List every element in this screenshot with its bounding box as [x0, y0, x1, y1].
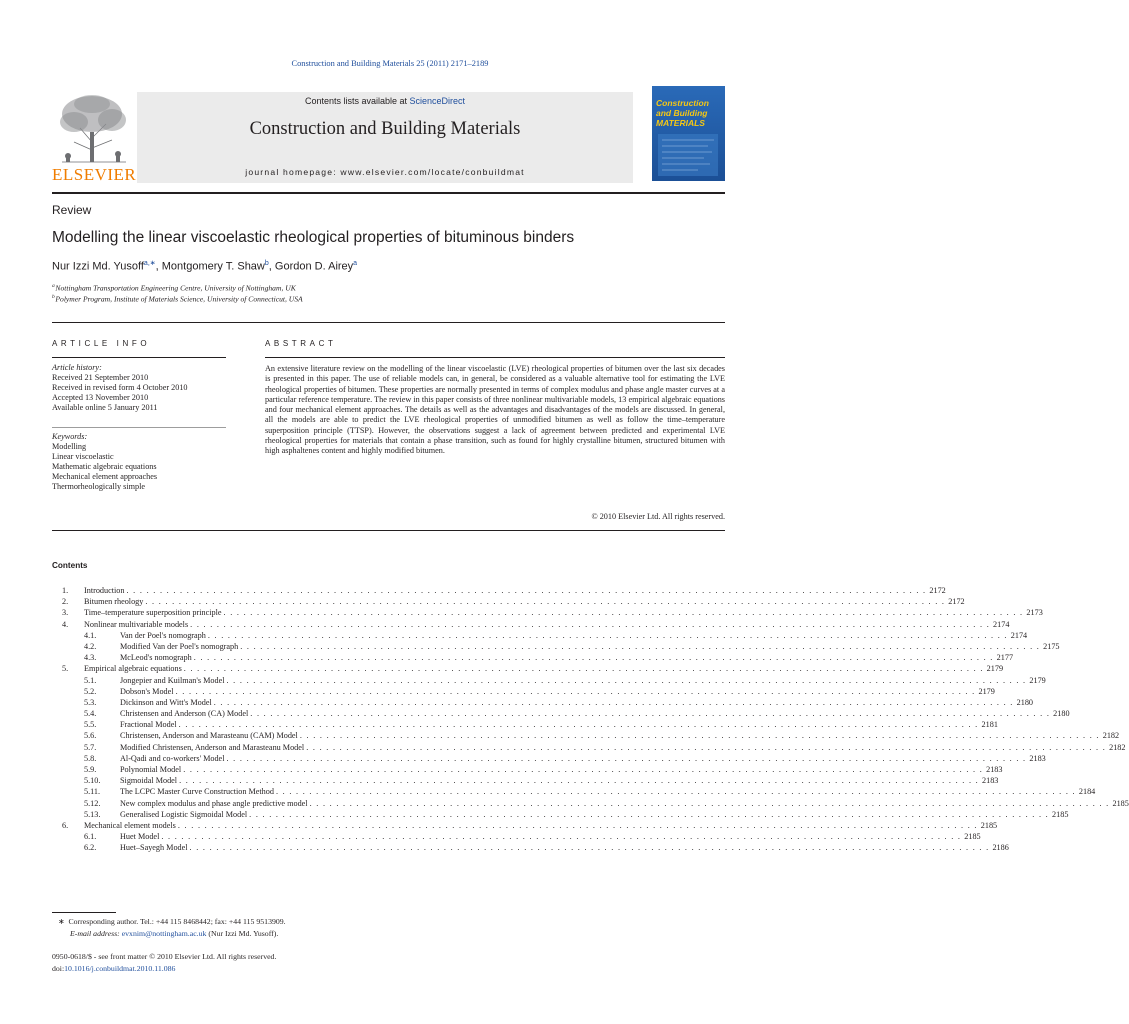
- toc-entry-title: Bitumen rheology: [84, 597, 144, 607]
- affiliation: [52, 294, 303, 304]
- toc-entry-title: Al-Qadi and co-workers' Model: [120, 753, 225, 763]
- toc-entry-number: 5.12.: [84, 798, 101, 808]
- abstract-rule: [265, 357, 725, 358]
- toc-entry-number: 5.6.: [84, 731, 97, 741]
- toc-entry-number: 5.13.: [84, 809, 101, 819]
- toc-dot-leader: . . . . . . . . . . . . . . . . . . . . . . . . . . . . . . . . . . . . . . . . . . . . . . . . . . . . . . . . . . . . . . . . . . . . . . . . . . . . . . . . . . . . . . . . . . . . . . . . . . . . . . . . . . . . . . . . . . . . . . . .: [240, 641, 1041, 651]
- toc-entry[interactable]: [52, 730, 1120, 741]
- toc-dot-leader: . . . . . . . . . . . . . . . . . . . . . . . . . . . . . . . . . . . . . . . . . . . . . . . . . . . . . . . . . . . . . . . . . . . . . . . . . . . . . . . . . . . . . . . . . . . . . . . . . . . . . . . . . . . . . . . . . . . . . . . .: [193, 653, 994, 663]
- corresponding-text: Corresponding author. Tel.: +44 115 8468442; fax: +44 115 9513909.: [68, 917, 286, 926]
- toc-entry-page: 2185: [1052, 809, 1069, 819]
- elsevier-logo: [52, 92, 136, 182]
- toc-dot-leader: . . . . . . . . . . . . . . . . . . . . . . . . . . . . . . . . . . . . . . . . . . . . . . . . . . . . . . . . . . . . . . . . . . . . . . . . . . . . . . . . . . . . . . . . . . . . . . . . . . . . . . . . . . . . . . . . . . . . . . . .: [189, 843, 990, 853]
- toc-dot-leader: . . . . . . . . . . . . . . . . . . . . . . . . . . . . . . . . . . . . . . . . . . . . . . . . . . . . . . . . . . . . . . . . . . . . . . . . . . . . . . . . . . . . . . . . . . . . . . . . . . . . . . . . . . . . . . . . . . . . . . . .: [226, 753, 1027, 763]
- toc-entry-page: 2180: [1016, 697, 1034, 707]
- affiliation: [52, 283, 296, 293]
- toc-entry-page: 2182: [1109, 742, 1126, 752]
- toc-entry[interactable]: [52, 607, 1043, 618]
- toc-entry-number: 6.1.: [84, 832, 97, 842]
- toc-dot-leader: . . . . . . . . . . . . . . . . . . . . . . . . . . . . . . . . . . . . . . . . . . . . . . . . . . . . . . . . . . . . . . . . . . . . . . . . . . . . . . . . . . . . . . . . . . . . . . . . . . . . . . . . . . . . . . . . . . . . . . . .: [250, 709, 1051, 719]
- toc-entry-title: Introduction: [84, 586, 125, 595]
- toc-entry[interactable]: [52, 619, 1010, 630]
- toc-entry-page: 2181: [981, 720, 998, 730]
- journal-title: Construction and Building Materials: [249, 119, 521, 139]
- toc-dot-leader: . . . . . . . . . . . . . . . . . . . . . . . . . . . . . . . . . . . . . . . . . . . . . . . . . . . . . . . . . . . . . . . . . . . . . . . . . . . . . . . . . . . . . . . . . . . . . . . . . . . . . . . . . . . . . . . . . . . . . . . .: [299, 731, 1100, 741]
- toc-entry-page: 2173: [1026, 608, 1043, 618]
- toc-entry[interactable]: [52, 697, 1034, 708]
- journal-homepage-line: [137, 167, 633, 177]
- toc-dot-leader: . . . . . . . . . . . . . . . . . . . . . . . . . . . . . . . . . . . . . . . . . . . . . . . . . . . . . . . . . . . . . . . . . . . . . . . . . . . . . . . . . . . . . . . . . . . . . . . . . . . . . . . . . . . . . . . . . . . . . . . .: [183, 765, 984, 774]
- toc-entry-number: 5.11.: [84, 787, 101, 797]
- author-separator: ,: [268, 260, 275, 273]
- toc-entry-number: 5.1.: [84, 675, 97, 685]
- toc-entry-number: 4.: [62, 619, 69, 629]
- toc-entry-page: 2175: [1043, 641, 1060, 651]
- toc-entry-page: 2180: [1053, 709, 1070, 719]
- cover-title: Construction and Building MATERIALS: [656, 98, 709, 128]
- toc-entry-page: 2179: [986, 664, 1004, 674]
- toc-entry[interactable]: [52, 742, 1126, 753]
- toc-dot-leader: . . . . . . . . . . . . . . . . . . . . . . . . . . . . . . . . . . . . . . . . . . . . . . . . . . . . . . . . . . . . . . . . . . . . . . . . . . . . . . . . . . . . . . . . . . . . . . . . . . . . . . . . . . . . . . . . . . . . . . . .: [190, 619, 991, 629]
- toc-entry-page: 2172: [929, 586, 946, 595]
- toc-entry-page: 2183: [1029, 753, 1046, 763]
- toc-entry-title: Fractional Model: [120, 720, 177, 730]
- toc-entry-title: Van der Poel's nomograph: [120, 630, 206, 640]
- journal-cover: [652, 86, 725, 181]
- email-link[interactable]: evxnim@nottingham.ac.uk: [121, 929, 207, 938]
- toc-entry-number: 2.: [62, 597, 69, 607]
- toc-dot-leader: . . . . . . . . . . . . . . . . . . . . . . . . . . . . . . . . . . . . . . . . . . . . . . . . . . . . . . . . . . . . . . . . . . . . . . . . . . . . . . . . . . . . . . . . . . . . . . . . . . . . . . . . . . . . . . . . . . . . . . . .: [179, 776, 979, 786]
- toc-entry[interactable]: [52, 842, 1009, 853]
- contents-available-line: [137, 96, 633, 106]
- affiliation-text: Polymer Program, Institute of Materials Science, University of Connecticut, USA: [55, 294, 303, 304]
- header-rule: [52, 192, 725, 194]
- toc-entry-number: 5.10.: [84, 776, 101, 786]
- toc-entry[interactable]: [52, 753, 1046, 764]
- abstract-bottom-rule: [52, 530, 725, 531]
- toc-entry[interactable]: [52, 786, 1096, 797]
- toc-entry-title: Mechanical element models: [84, 820, 176, 830]
- history-line: Available online 5 January 2011: [52, 403, 158, 412]
- toc-entry-number: 3.: [62, 608, 69, 618]
- toc-entry-page: 2179: [1029, 675, 1046, 685]
- toc-dot-leader: . . . . . . . . . . . . . . . . . . . . . . . . . . . . . . . . . . . . . . . . . . . . . . . . . . . . . . . . . . . . . . . . . . . . . . . . . . . . . . . . . . . . . . . . . . . . . . . . . . . . . . . . . . . . . . . . . . . . . . . .: [309, 798, 1110, 808]
- sciencedirect-link[interactable]: ScienceDirect: [409, 96, 466, 106]
- toc-entry-page: 2172: [948, 597, 965, 607]
- toc-dot-leader: . . . . . . . . . . . . . . . . . . . . . . . . . . . . . . . . . . . . . . . . . . . . . . . . . . . . . . . . . . . . . . . . . . . . . . . . . . . . . . . . . . . . . . . . . . . . . . . . . . . . . . . . . . . . . . . . . . . . . . . .: [175, 686, 976, 696]
- toc-entry-page: 2183: [986, 765, 1003, 774]
- toc-dot-leader: . . . . . . . . . . . . . . . . . . . . . . . . . . . . . . . . . . . . . . . . . . . . . . . . . . . . . . . . . . . . . . . . . . . . . . . . . . . . . . . . . . . . . . . . . . . . . . . . . . . . . . . . . . . . . . . . . . . . . . . .: [178, 720, 979, 730]
- available-prefix: Contents lists available at: [304, 96, 410, 106]
- toc-entry-title: Dobson's Model: [120, 686, 174, 696]
- toc-entry-title: The LCPC Master Curve Construction Method: [120, 787, 274, 797]
- toc-entry[interactable]: [52, 663, 1004, 674]
- toc-entry-number: 1.: [62, 586, 69, 595]
- affiliation-mark: a: [52, 283, 55, 289]
- keywords-rule: [52, 427, 226, 428]
- article-type: Review: [52, 203, 92, 217]
- history-line: Received 21 September 2010: [52, 373, 149, 382]
- keyword: Thermorheologically simple: [52, 482, 145, 491]
- toc-entry[interactable]: [52, 809, 1069, 820]
- keyword: Mechanical element approaches: [52, 472, 158, 481]
- footnote-mark: ∗: [58, 917, 65, 926]
- tree-icon: [52, 92, 136, 166]
- keywords-label: Keywords:: [52, 432, 88, 441]
- toc-entry-page: 2185: [980, 820, 998, 830]
- toc-entry-page: 2177: [996, 653, 1014, 663]
- toc-entry-page: 2184: [1078, 787, 1096, 797]
- toc-entry-title: Time–temperature superposition principle: [84, 608, 222, 618]
- toc-entry[interactable]: [52, 596, 965, 607]
- author-affil-mark[interactable]: a: [353, 260, 358, 267]
- toc-entry-page: 2185: [964, 832, 981, 842]
- toc-entry-page: 2185: [1112, 798, 1129, 808]
- front-matter-line: 0950-0618/$ - see front matter © 2010 Elsevier Ltd. All rights reserved.: [52, 952, 277, 961]
- toc-entry-number: 4.2.: [84, 641, 97, 651]
- toc-entry-title: McLeod's nomograph: [120, 653, 192, 663]
- toc-dot-leader: . . . . . . . . . . . . . . . . . . . . . . . . . . . . . . . . . . . . . . . . . . . . . . . . . . . . . . . . . . . . . . . . . . . . . . . . . . . . . . . . . . . . . . . . . . . . . . . . . . . . . . . . . . . . . . . . . . . . . . . .: [145, 597, 946, 607]
- keywords: [52, 432, 226, 492]
- toc-entry-page: 2179: [978, 686, 995, 696]
- toc-entry-title: Huet Model: [120, 832, 160, 842]
- affiliation-text: Nottingham Transportation Engineering Centre, University of Nottingham, UK: [55, 283, 296, 293]
- toc-entry[interactable]: [52, 831, 981, 842]
- publisher-logo-text: ELSEVIER: [52, 165, 137, 184]
- toc-dot-leader: . . . . . . . . . . . . . . . . . . . . . . . . . . . . . . . . . . . . . . . . . . . . . . . . . . . . . . . . . . . . . . . . . . . . . . . . . . . . . . . . . . . . . . . . . . . . . . . . . . . . . . . . . . . . . . . . . . . . . . . .: [183, 664, 984, 674]
- toc-dot-leader: . . . . . . . . . . . . . . . . . . . . . . . . . . . . . . . . . . . . . . . . . . . . . . . . . . . . . . . . . . . . . . . . . . . . . . . . . . . . . . . . . . . . . . . . . . . . . . . . . . . . . . . . . . . . . . . . . . . . . . . .: [161, 832, 962, 842]
- author-name: Montgomery T. Shaw: [161, 260, 265, 273]
- toc-entry-number: 5.9.: [84, 765, 97, 774]
- history-line: Accepted 13 November 2010: [52, 393, 149, 402]
- toc-entry[interactable]: [52, 798, 1129, 809]
- toc-entry-title: Christensen, Anderson and Marasteanu (CAM) Model: [120, 731, 298, 741]
- keyword: Mathematic algebraic equations: [52, 462, 157, 471]
- toc-entry-number: 5.4.: [84, 709, 97, 719]
- table-of-contents: [52, 585, 1129, 854]
- keyword: Modelling: [52, 442, 87, 451]
- abstract-copyright: © 2010 Elsevier Ltd. All rights reserved.: [591, 512, 725, 521]
- toc-entry-title: Dickinson and Witt's Model: [120, 697, 212, 707]
- toc-entry-number: 5.8.: [84, 753, 97, 763]
- section-rule: [52, 322, 725, 323]
- abstract-heading: ABSTRACT: [265, 339, 337, 348]
- toc-entry-title: Sigmoidal Model: [120, 776, 178, 786]
- toc-entry-title: Christensen and Anderson (CA) Model: [120, 709, 249, 719]
- doi-prefix: doi:: [52, 964, 65, 973]
- toc-entry[interactable]: [52, 585, 946, 596]
- toc-entry-number: 5.7.: [84, 742, 97, 752]
- history-line: Received in revised form 4 October 2010: [52, 383, 188, 392]
- abstract-text: An extensive literature review on the modelling of the linear viscoelastic (LVE) rheological properties of bitumen over the last six decades is presented in this paper. The use of reliable models can, in general, be considered as a valuable alternative tool for estimating the LVE rheological properties of bitumen. These properties are normally presented in terms of complex modulus and phase angle master curves at a particular reference temperature. The review in this paper consists of three nonlinear multivariable models, 13 empirical algebraic equations and four mechanical element approaches. The details as well as the advantages and disadvantages of the models are discussed. In general, all the models are able to predict the LVE rheological properties of unmodified bitumen as well as follow the time–temperature superposition principle (TTSP). However, the observations suggest a lack of agreement between predicted and experimental LVE rheological properties for materials that contain a phase transition, such as found for highly crystalline bitumen, structured bitumen with high asphaltenes content and highly modified bitumen.: [265, 364, 725, 456]
- homepage-prefix: journal homepage:: [245, 167, 341, 177]
- doi-link[interactable]: 10.1016/j.conbuildmat.2010.11.086: [64, 964, 176, 973]
- toc-entry-number: 5.: [62, 664, 69, 674]
- author-name: Nur Izzi Md. Yusoff: [52, 260, 144, 273]
- homepage-url[interactable]: www.elsevier.com/locate/conbuildmat: [340, 167, 525, 177]
- toc-entry-number: 4.3.: [84, 653, 97, 663]
- toc-entry-page: 2174: [993, 619, 1010, 629]
- history-label: Article history:: [52, 363, 102, 372]
- doi-line: [52, 964, 175, 973]
- running-head: Construction and Building Materials 25 (2011) 2171–2189: [291, 59, 489, 68]
- toc-entry-number: 6.: [62, 820, 69, 830]
- toc-entry-title: Nonlinear multivariable models: [84, 619, 189, 629]
- toc-entry-title: New complex modulus and phase angle predictive model: [120, 798, 308, 808]
- toc-entry-page: 2186: [992, 843, 1009, 853]
- toc-entry-title: Modified Van der Poel's nomograph: [120, 641, 239, 651]
- toc-entry[interactable]: [52, 719, 998, 730]
- toc-entry-title: Jongepier and Kuilman's Model: [120, 675, 225, 685]
- toc-dot-leader: . . . . . . . . . . . . . . . . . . . . . . . . . . . . . . . . . . . . . . . . . . . . . . . . . . . . . . . . . . . . . . . . . . . . . . . . . . . . . . . . . . . . . . . . . . . . . . . . . . . . . . . . . . . . . . . . . . . . . . . .: [177, 820, 978, 830]
- toc-dot-leader: . . . . . . . . . . . . . . . . . . . . . . . . . . . . . . . . . . . . . . . . . . . . . . . . . . . . . . . . . . . . . . . . . . . . . . . . . . . . . . . . . . . . . . . . . . . . . . . . . . . . . . . . . . . . . . . . . . . . . . . .: [249, 809, 1050, 819]
- toc-entry-title: Huet–Sayegh Model: [120, 843, 188, 853]
- toc-entry-number: 5.2.: [84, 686, 97, 696]
- toc-entry-title: Generalised Logistic Sigmoidal Model: [120, 809, 248, 819]
- toc-entry-number: 5.3.: [84, 697, 97, 707]
- toc-entry-page: 2182: [1102, 731, 1120, 741]
- article-info-heading: ARTICLE INFO: [52, 339, 151, 348]
- author-list: [52, 259, 357, 273]
- author-affil-mark[interactable]: b: [264, 260, 269, 267]
- footnote-rule: [52, 912, 116, 913]
- author-name: Gordon D. Airey: [274, 260, 354, 273]
- contents-heading: Contents: [52, 561, 88, 570]
- toc-dot-leader: . . . . . . . . . . . . . . . . . . . . . . . . . . . . . . . . . . . . . . . . . . . . . . . . . . . . . . . . . . . . . . . . . . . . . . . . . . . . . . . . . . . . . . . . . . . . . . . . . . . . . . . . . . . . . . . . . . . . . . . .: [223, 608, 1024, 618]
- toc-entry[interactable]: [52, 708, 1070, 719]
- email-label: E-mail address:: [70, 929, 120, 938]
- author-affil-mark[interactable]: a,∗: [143, 260, 156, 267]
- toc-dot-leader: . . . . . . . . . . . . . . . . . . . . . . . . . . . . . . . . . . . . . . . . . . . . . . . . . . . . . . . . . . . . . . . . . . . . . . . . . . . . . . . . . . . . . . . . . . . . . . . . . . . . . . . . . . . . . . . . . . . . . . . .: [275, 787, 1076, 797]
- toc-entry-number: 5.5.: [84, 720, 97, 730]
- toc-entry[interactable]: [52, 764, 1003, 775]
- toc-entry[interactable]: [52, 675, 1046, 686]
- toc-entry-number: 6.2.: [84, 843, 97, 853]
- toc-dot-leader: . . . . . . . . . . . . . . . . . . . . . . . . . . . . . . . . . . . . . . . . . . . . . . . . . . . . . . . . . . . . . . . . . . . . . . . . . . . . . . . . . . . . . . . . . . . . . . . . . . . . . . . . . . . . . . . . . . . . . . . .: [207, 630, 1008, 640]
- corresponding-footnote: [58, 917, 286, 926]
- toc-entry[interactable]: [52, 820, 998, 831]
- keyword: Linear viscoelastic: [52, 452, 114, 461]
- article-history: [52, 363, 226, 413]
- toc-dot-leader: . . . . . . . . . . . . . . . . . . . . . . . . . . . . . . . . . . . . . . . . . . . . . . . . . . . . . . . . . . . . . . . . . . . . . . . . . . . . . . . . . . . . . . . . . . . . . . . . . . . . . . . . . . . . . . . . . . . . . . . .: [306, 742, 1107, 752]
- article-info-rule: [52, 357, 226, 358]
- cover-art-icon: [658, 134, 718, 176]
- toc-entry[interactable]: [52, 686, 995, 697]
- affiliation-mark: b: [52, 294, 55, 300]
- toc-entry-title: Modified Christensen, Anderson and Marasteanu Model: [120, 742, 305, 752]
- email-footnote: [70, 929, 278, 938]
- toc-entry-title: Empirical algebraic equations: [84, 664, 182, 674]
- toc-entry[interactable]: [52, 641, 1060, 652]
- toc-entry-page: 2174: [1010, 630, 1028, 640]
- journal-masthead: [137, 92, 633, 183]
- paper-title: Modelling the linear viscoelastic rheological properties of bituminous binders: [52, 229, 575, 246]
- toc-dot-leader: . . . . . . . . . . . . . . . . . . . . . . . . . . . . . . . . . . . . . . . . . . . . . . . . . . . . . . . . . . . . . . . . . . . . . . . . . . . . . . . . . . . . . . . . . . . . . . . . . . . . . . . . . . . . . . . . . . . . . . . .: [213, 697, 1014, 707]
- toc-entry[interactable]: [52, 652, 1014, 663]
- toc-entry-page: 2183: [982, 776, 999, 786]
- toc-entry-number: 4.1.: [84, 630, 97, 640]
- toc-dot-leader: . . . . . . . . . . . . . . . . . . . . . . . . . . . . . . . . . . . . . . . . . . . . . . . . . . . . . . . . . . . . . . . . . . . . . . . . . . . . . . . . . . . . . . . . . . . . . . . . . . . . . . . . . . . . . . . . . . . . . . . .: [126, 586, 927, 595]
- toc-entry[interactable]: [52, 775, 999, 786]
- toc-dot-leader: . . . . . . . . . . . . . . . . . . . . . . . . . . . . . . . . . . . . . . . . . . . . . . . . . . . . . . . . . . . . . . . . . . . . . . . . . . . . . . . . . . . . . . . . . . . . . . . . . . . . . . . . . . . . . . . . . . . . . . . .: [226, 675, 1027, 685]
- email-suffix: (Nur Izzi Md. Yusoff).: [208, 929, 279, 938]
- author-separator: ,: [155, 260, 162, 273]
- toc-entry[interactable]: [52, 630, 1028, 641]
- toc-entry-title: Polynomial Model: [120, 765, 182, 774]
